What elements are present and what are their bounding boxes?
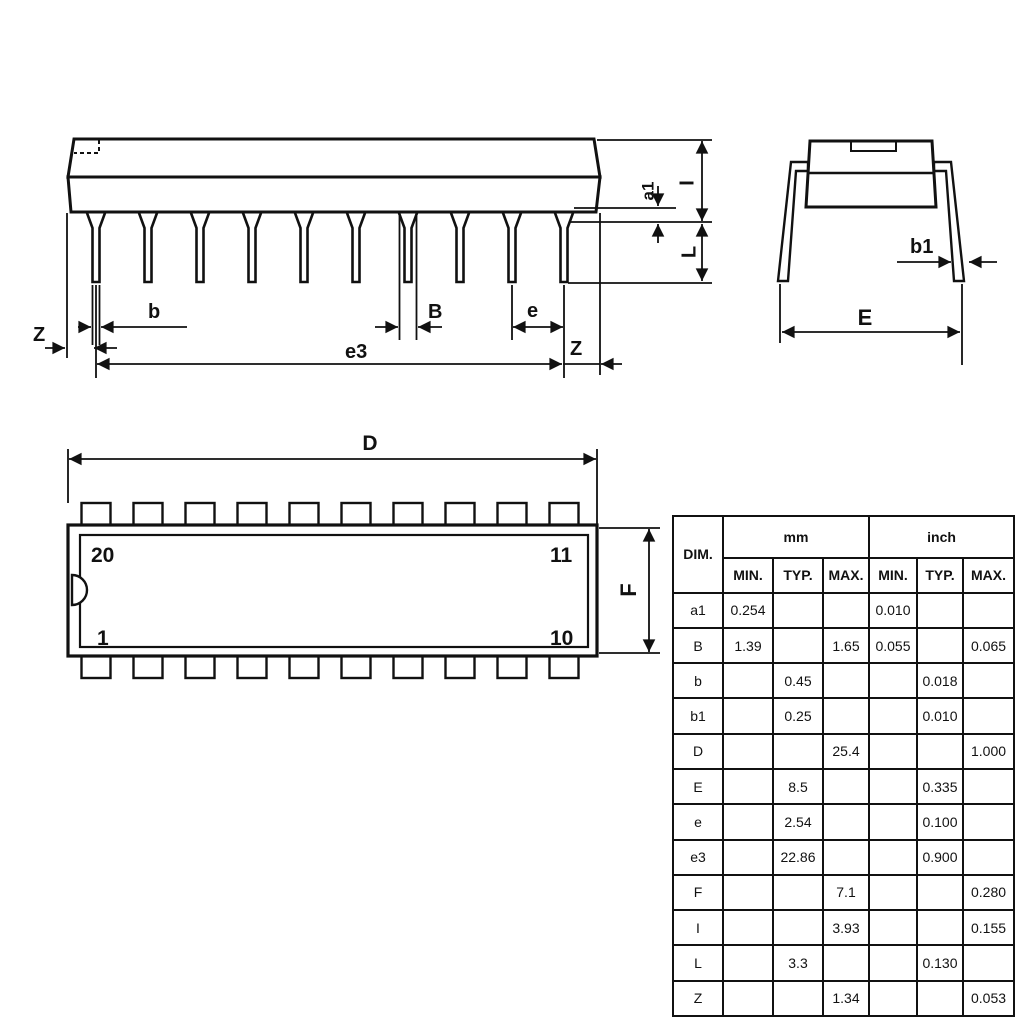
table-cell — [869, 663, 917, 698]
ic-pad — [82, 503, 111, 525]
table-cell: 0.055 — [869, 628, 917, 663]
inch-header: inch — [869, 516, 1014, 558]
table-cell — [823, 663, 869, 698]
table-cell — [963, 593, 1014, 628]
table-cell — [869, 910, 917, 945]
table-cell: 0.254 — [723, 593, 773, 628]
table-cell — [773, 910, 823, 945]
dim-label: Z — [673, 981, 723, 1016]
dimension-table — [672, 515, 1013, 1017]
table-cell: 0.280 — [963, 875, 1014, 910]
table-cell — [869, 945, 917, 980]
table-cell — [869, 698, 917, 733]
table-cell — [823, 698, 869, 733]
ic-pad — [186, 503, 215, 525]
table-cell: 1.65 — [823, 628, 869, 663]
table-cell: 1.39 — [723, 628, 773, 663]
pin-number-11: 11 — [550, 544, 573, 567]
label-F: F — [615, 583, 641, 597]
table-cell: 0.25 — [773, 698, 823, 733]
table-cell: 0.010 — [869, 593, 917, 628]
dim-label: B — [673, 628, 723, 663]
table-cell: 0.335 — [917, 769, 963, 804]
top-view — [68, 432, 660, 678]
ic-pad — [134, 503, 163, 525]
label-a1: a1 — [638, 181, 658, 201]
table-cell — [723, 804, 773, 839]
table-cell: 3.93 — [823, 910, 869, 945]
table-row — [673, 593, 1014, 628]
label-I: I — [676, 180, 699, 186]
table-cell — [869, 734, 917, 769]
table-cell — [917, 981, 963, 1016]
ic-pad — [394, 503, 423, 525]
table-cell — [723, 981, 773, 1016]
ic-pad — [82, 656, 111, 678]
dim-label: b1 — [673, 698, 723, 733]
label-z-right: Z — [570, 338, 583, 360]
table-cell — [723, 875, 773, 910]
label-z-left: Z — [33, 324, 46, 346]
table-cell — [917, 628, 963, 663]
table-cell: 7.1 — [823, 875, 869, 910]
table-cell: 2.54 — [773, 804, 823, 839]
table-cell — [869, 769, 917, 804]
label-e: e — [527, 300, 539, 322]
table-cell: 0.010 — [917, 698, 963, 733]
table-row — [673, 981, 1014, 1016]
table-cell: 0.053 — [963, 981, 1014, 1016]
table-cell — [869, 804, 917, 839]
table-cell — [773, 593, 823, 628]
side-view-bottom-dimensions — [45, 213, 622, 378]
dim-header: DIM. — [673, 516, 723, 593]
table-cell: 0.065 — [963, 628, 1014, 663]
table-cell: 0.130 — [917, 945, 963, 980]
ic-pad — [134, 656, 163, 678]
ic-pad — [498, 656, 527, 678]
table-row — [673, 910, 1014, 945]
table-cell — [963, 804, 1014, 839]
table-row — [673, 875, 1014, 910]
col-header: TYP. — [917, 558, 963, 592]
table-row — [673, 945, 1014, 980]
table-cell — [723, 698, 773, 733]
table-cell — [823, 804, 869, 839]
ic-pad — [550, 656, 579, 678]
col-header: MIN. — [869, 558, 917, 592]
ic-pad — [290, 503, 319, 525]
table-cell: 25.4 — [823, 734, 869, 769]
ic-pad — [186, 656, 215, 678]
table-cell — [773, 628, 823, 663]
ic-pad — [342, 503, 371, 525]
table-cell — [917, 875, 963, 910]
label-b1: b1 — [910, 236, 934, 258]
label-E: E — [857, 305, 873, 330]
col-header: MAX. — [963, 558, 1014, 592]
table-cell — [723, 734, 773, 769]
table-cell — [963, 769, 1014, 804]
table-cell — [963, 945, 1014, 980]
top-view-body-outline — [68, 525, 597, 656]
table-cell: 3.3 — [773, 945, 823, 980]
ic-pad — [290, 656, 319, 678]
side-view — [33, 139, 712, 378]
table-row — [673, 769, 1014, 804]
ic-pad — [446, 656, 475, 678]
table-row — [673, 628, 1014, 663]
end-view-right-leg — [934, 162, 964, 281]
table-cell — [823, 945, 869, 980]
side-view-body-lower — [68, 177, 600, 212]
table-cell: 22.86 — [773, 840, 823, 875]
table-cell — [963, 663, 1014, 698]
ic-pad — [238, 503, 267, 525]
table-cell — [773, 734, 823, 769]
table-cell: 0.155 — [963, 910, 1014, 945]
dim-label: L — [673, 945, 723, 980]
table-cell: 0.018 — [917, 663, 963, 698]
table-cell — [773, 981, 823, 1016]
table-row — [673, 734, 1014, 769]
label-b: b — [148, 301, 161, 323]
dim-label: a1 — [673, 593, 723, 628]
table-cell: 0.900 — [917, 840, 963, 875]
ic-pad — [238, 656, 267, 678]
table-cell — [723, 840, 773, 875]
table-cell — [723, 910, 773, 945]
pin-number-10: 10 — [550, 627, 574, 650]
table-cell: 0.45 — [773, 663, 823, 698]
table-cell — [773, 875, 823, 910]
ic-pad — [446, 503, 475, 525]
mm-header: mm — [723, 516, 869, 558]
table-cell — [869, 840, 917, 875]
table-cell — [723, 663, 773, 698]
table-cell: 8.5 — [773, 769, 823, 804]
ic-pad — [394, 656, 423, 678]
table-cell — [963, 698, 1014, 733]
dim-label: e — [673, 804, 723, 839]
dim-label: F — [673, 875, 723, 910]
dim-label: I — [673, 910, 723, 945]
table-row — [673, 840, 1014, 875]
table-row — [673, 698, 1014, 733]
ic-pad — [498, 503, 527, 525]
ic-pad — [550, 503, 579, 525]
table-cell — [723, 945, 773, 980]
table-cell: 1.34 — [823, 981, 869, 1016]
table-cell — [917, 593, 963, 628]
col-header: TYP. — [773, 558, 823, 592]
end-view — [778, 141, 997, 365]
dim-label: D — [673, 734, 723, 769]
table-cell — [723, 769, 773, 804]
label-L: L — [678, 245, 701, 259]
table-cell — [869, 875, 917, 910]
table-row — [673, 804, 1014, 839]
table-cell: 1.000 — [963, 734, 1014, 769]
dim-label: b — [673, 663, 723, 698]
pin-number-1: 1 — [97, 627, 109, 650]
ic-pad — [342, 656, 371, 678]
col-header: MAX. — [823, 558, 869, 592]
table-cell — [823, 593, 869, 628]
dim-label: e3 — [673, 840, 723, 875]
table-cell — [823, 769, 869, 804]
label-D: D — [362, 432, 378, 455]
table-cell: 0.100 — [917, 804, 963, 839]
table-cell — [963, 840, 1014, 875]
side-view-body-cap — [68, 139, 600, 177]
table-row — [673, 663, 1014, 698]
dim-label: E — [673, 769, 723, 804]
label-e3: e3 — [345, 341, 368, 363]
label-B: B — [428, 301, 443, 323]
end-view-left-leg — [778, 162, 808, 281]
table-cell — [917, 734, 963, 769]
table-cell — [869, 981, 917, 1016]
col-header: MIN. — [723, 558, 773, 592]
pin-number-20: 20 — [91, 544, 115, 567]
table-cell — [823, 840, 869, 875]
table-cell — [917, 910, 963, 945]
